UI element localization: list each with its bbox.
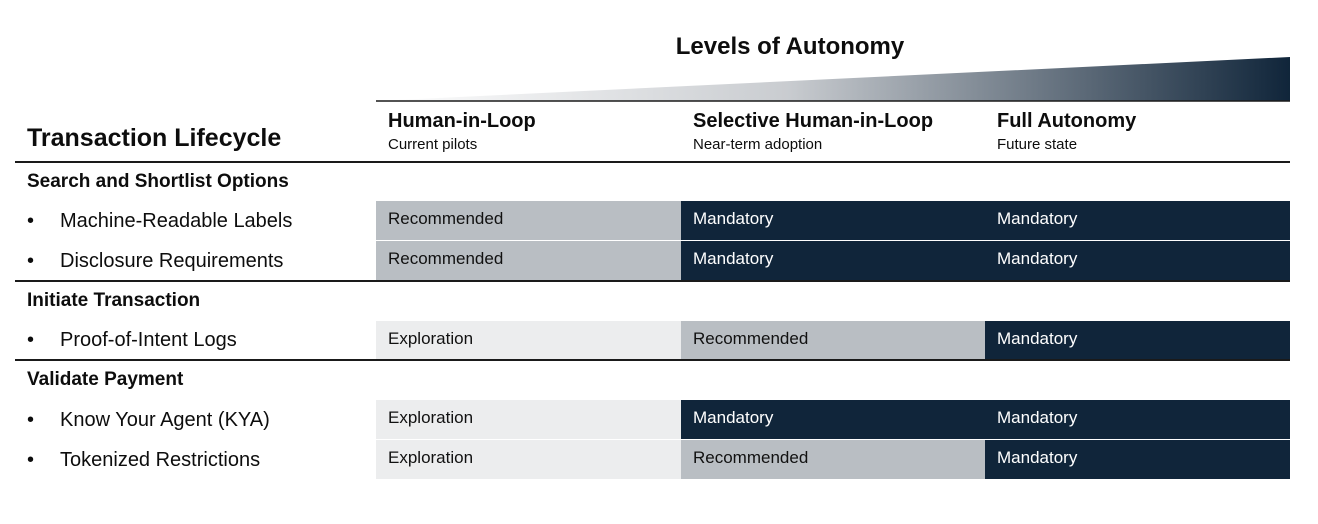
matrix-cell: Recommended xyxy=(681,440,985,479)
matrix-cell: Recommended xyxy=(681,321,985,360)
matrix-cell: Mandatory xyxy=(681,201,985,240)
column-title: Selective Human-in-Loop xyxy=(693,110,934,132)
section-label-validate: Validate Payment xyxy=(27,369,184,390)
matrix-cell: Mandatory xyxy=(985,321,1290,360)
section-label-search: Search and Shortlist Options xyxy=(27,171,289,192)
row-header: Transaction Lifecycle xyxy=(27,124,282,152)
column-header-full-autonomy xyxy=(997,110,1136,153)
matrix-cell: Mandatory xyxy=(985,201,1290,240)
column-subtitle: Future state xyxy=(997,136,1078,153)
column-title: Human-in-Loop xyxy=(388,110,536,132)
matrix-cell: Recommended xyxy=(376,241,681,280)
column-subtitle: Near-term adoption xyxy=(693,136,823,153)
item-label: Machine-Readable Labels xyxy=(60,210,293,232)
matrix-cell: Exploration xyxy=(376,400,681,439)
header-divider xyxy=(15,161,1290,163)
column-header-selective-human-in-loop xyxy=(693,110,933,153)
section-label-initiate: Initiate Transaction xyxy=(27,290,201,311)
column-subtitle: Current pilots xyxy=(388,136,478,153)
column-title: Full Autonomy xyxy=(997,110,1137,132)
item-label: Proof-of-Intent Logs xyxy=(60,329,237,351)
item-label: Tokenized Restrictions xyxy=(60,449,261,471)
section-divider xyxy=(15,280,1290,282)
list-item: • Know Your Agent (KYA) xyxy=(27,409,270,431)
item-label: Know Your Agent (KYA) xyxy=(60,409,270,431)
matrix-cell: Mandatory xyxy=(985,440,1290,479)
list-item: • Proof-of-Intent Logs xyxy=(27,329,237,351)
matrix-cell: Mandatory xyxy=(985,400,1290,439)
section-divider xyxy=(15,359,1290,361)
gradient-triangle xyxy=(376,57,1290,101)
autonomy-title: Levels of Autonomy xyxy=(675,33,905,60)
matrix-cell: Mandatory xyxy=(681,400,985,439)
matrix-cell: Recommended xyxy=(376,201,681,240)
column-header-human-in-loop xyxy=(388,110,536,153)
matrix-cell: Exploration xyxy=(376,440,681,479)
matrix-cell: Mandatory xyxy=(681,241,985,280)
autonomy-gradient-wedge xyxy=(376,56,1290,102)
list-item: • Machine-Readable Labels xyxy=(27,210,293,232)
matrix-cell: Mandatory xyxy=(985,241,1290,280)
list-item: • Disclosure Requirements xyxy=(27,250,284,272)
list-item: • Tokenized Restrictions xyxy=(27,449,261,471)
item-label: Disclosure Requirements xyxy=(60,250,284,272)
matrix-cell: Exploration xyxy=(376,321,681,360)
